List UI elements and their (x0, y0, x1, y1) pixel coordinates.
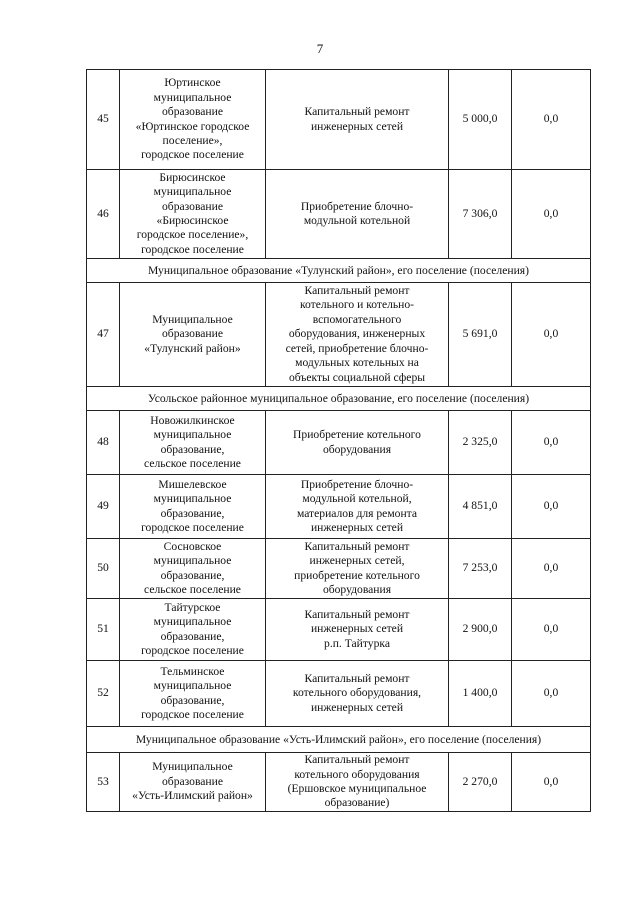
municipality-name-line: «Бирюсинское (156, 214, 229, 227)
amount: 1 400,0 (449, 661, 512, 727)
row-number: 53 (87, 753, 120, 812)
work-description-line: сетей, приобретение блочно- (285, 341, 429, 355)
table-row (87, 539, 591, 599)
work-description-line: инженерных сетей (310, 520, 404, 534)
municipality-name (120, 539, 266, 599)
work-description-line: оборудования, инженерных (288, 327, 426, 341)
municipality-name-line: Новожилкинское (150, 413, 235, 427)
municipality-name-line: образование (162, 327, 223, 341)
group-header: Усольское районное муниципальное образование, его поселение (поселения) (87, 387, 591, 411)
municipality-name-line: сельское поселение (144, 456, 241, 470)
municipality-name-line: образование (162, 199, 223, 213)
group-header-row (87, 727, 591, 753)
municipality-name-line: городское поселение (141, 242, 244, 256)
municipality-name-line: городское поселение (141, 148, 244, 162)
municipality-name (120, 599, 266, 661)
table-row (87, 283, 591, 387)
page-number: 7 (316, 41, 324, 56)
table-body (87, 70, 591, 812)
group-header-row (87, 387, 591, 411)
value: 0,0 (512, 170, 591, 259)
funding-table (86, 69, 591, 812)
value: 0,0 (512, 283, 591, 387)
municipality-name-line: сельское поселение (144, 582, 241, 596)
amount: 2 270,0 (449, 753, 512, 812)
row-number: 52 (87, 661, 120, 727)
work-description-line: приобретение котельного (294, 568, 420, 582)
group-header: Муниципальное образование «Усть-Илимский район», его поселение (поселения) (87, 727, 591, 753)
table-row (87, 70, 591, 170)
work-description-line: Приобретение котельного (293, 428, 421, 442)
work-description (266, 539, 449, 599)
value: 0,0 (512, 70, 591, 170)
work-description-line: котельного оборудования, (292, 686, 422, 700)
work-description-line: модульной котельной, (302, 492, 412, 506)
municipality-name-line: Юртинское (164, 76, 221, 90)
amount: 4 851,0 (449, 475, 512, 539)
municipality-name-line: муниципальное (153, 90, 232, 104)
municipality-name-line: поселение», (162, 133, 223, 147)
municipality-name-line: муниципальное (153, 185, 232, 199)
value: 0,0 (512, 661, 591, 727)
work-description-line: модульных котельных на (295, 356, 419, 370)
municipality-name-line: Муниципальное (152, 312, 233, 326)
row-number: 49 (87, 475, 120, 539)
group-header-row (87, 259, 591, 283)
work-description-line: Капитальный ремонт (304, 671, 410, 685)
municipality-name-line: образование, (160, 568, 225, 582)
work-description-line: котельного оборудования (294, 767, 420, 781)
municipality-name-line: муниципальное (153, 554, 232, 568)
work-description-line: инженерных сетей (310, 700, 404, 714)
amount: 7 306,0 (449, 170, 512, 259)
work-description-line: Капитальный ремонт (304, 539, 410, 553)
municipality-name-line: «Юртинское городское (135, 119, 250, 133)
municipality-name-line: городское поселение», (136, 228, 249, 242)
municipality-name-line: образование, (160, 506, 225, 520)
municipality-name-line: образование, (160, 693, 225, 707)
row-number: 50 (87, 539, 120, 599)
work-description-line: оборудования (322, 582, 392, 596)
work-description-line: Капитальный ремонт (304, 607, 410, 621)
table-row (87, 411, 591, 475)
work-description-line: инженерных сетей (310, 119, 404, 133)
work-description-line: Капитальный ремонт (304, 105, 410, 119)
work-description-line: материалов для ремонта (296, 506, 418, 520)
work-description (266, 599, 449, 661)
municipality-name-line: Тельминское (160, 664, 225, 678)
value: 0,0 (512, 411, 591, 475)
row-number: 45 (87, 70, 120, 170)
table-row (87, 753, 591, 812)
value: 0,0 (512, 475, 591, 539)
municipality-name (120, 475, 266, 539)
row-number: 48 (87, 411, 120, 475)
amount: 7 253,0 (449, 539, 512, 599)
work-description (266, 283, 449, 387)
row-number: 51 (87, 599, 120, 661)
row-number: 46 (87, 170, 120, 259)
municipality-name-line: образование, (160, 629, 225, 643)
municipality-name-line: «Усть-Илимский район» (132, 789, 253, 803)
municipality-name (120, 753, 266, 812)
work-description-line: инженерных сетей (310, 622, 404, 636)
work-description-line: р.п. Тайтурка (324, 636, 390, 650)
work-description-line: объекты социальной сферы (288, 370, 426, 384)
municipality-name-line: муниципальное (153, 428, 232, 442)
work-description (266, 170, 449, 259)
work-description (266, 70, 449, 170)
municipality-name-line: Бирюсинское (159, 170, 226, 184)
value: 0,0 (512, 599, 591, 661)
municipality-name-line: муниципальное (153, 492, 232, 506)
work-description-line: котельного и котельно- (299, 298, 415, 312)
work-description-line: инженерных сетей, (309, 554, 405, 568)
table-row (87, 475, 591, 539)
municipality-name-line: городское поселение (141, 520, 244, 534)
work-description-line: (Ершовское муниципальное (287, 782, 427, 795)
work-description-line: Капитальный ремонт (304, 753, 410, 767)
amount: 2 900,0 (449, 599, 512, 661)
work-description-line: вспомогательного (312, 312, 402, 326)
municipality-name-line: образование, (160, 442, 225, 456)
amount: 5 691,0 (449, 283, 512, 387)
work-description (266, 475, 449, 539)
municipality-name-line: Мишелевское (158, 477, 227, 491)
municipality-name (120, 70, 266, 170)
value: 0,0 (512, 539, 591, 599)
municipality-name-line: образование (162, 105, 223, 119)
value: 0,0 (512, 753, 591, 812)
municipality-name-line: Муниципальное (152, 760, 233, 774)
work-description (266, 411, 449, 475)
municipality-name (120, 170, 266, 259)
amount: 5 000,0 (449, 70, 512, 170)
work-description-line: Капитальный ремонт (304, 284, 410, 298)
row-number: 47 (87, 283, 120, 387)
municipality-name-line: городское поселение (141, 643, 244, 657)
municipality-name-line: Тайтурское (164, 600, 221, 614)
municipality-name-line: образование (162, 774, 223, 788)
work-description-line: оборудования (322, 442, 392, 456)
group-header: Муниципальное образование «Тулунский район», его поселение (поселения) (87, 259, 591, 283)
municipality-name (120, 283, 266, 387)
table-row (87, 170, 591, 259)
table-row (87, 599, 591, 661)
amount: 2 325,0 (449, 411, 512, 475)
municipality-name-line: Сосновское (163, 539, 222, 553)
work-description (266, 661, 449, 727)
work-description-line: образование) (324, 796, 390, 810)
municipality-name-line: муниципальное (153, 615, 232, 629)
work-description-line: Приобретение блочно- (300, 477, 414, 491)
table-row (87, 661, 591, 727)
municipality-name (120, 411, 266, 475)
work-description-line: модульной котельной (303, 214, 411, 227)
work-description (266, 753, 449, 812)
municipality-name-line: городское поселение (141, 707, 244, 721)
municipality-name-line: «Тулунский район» (144, 341, 241, 355)
municipality-name-line: муниципальное (153, 679, 232, 693)
municipality-name (120, 661, 266, 727)
work-description-line: Приобретение блочно- (300, 199, 414, 213)
